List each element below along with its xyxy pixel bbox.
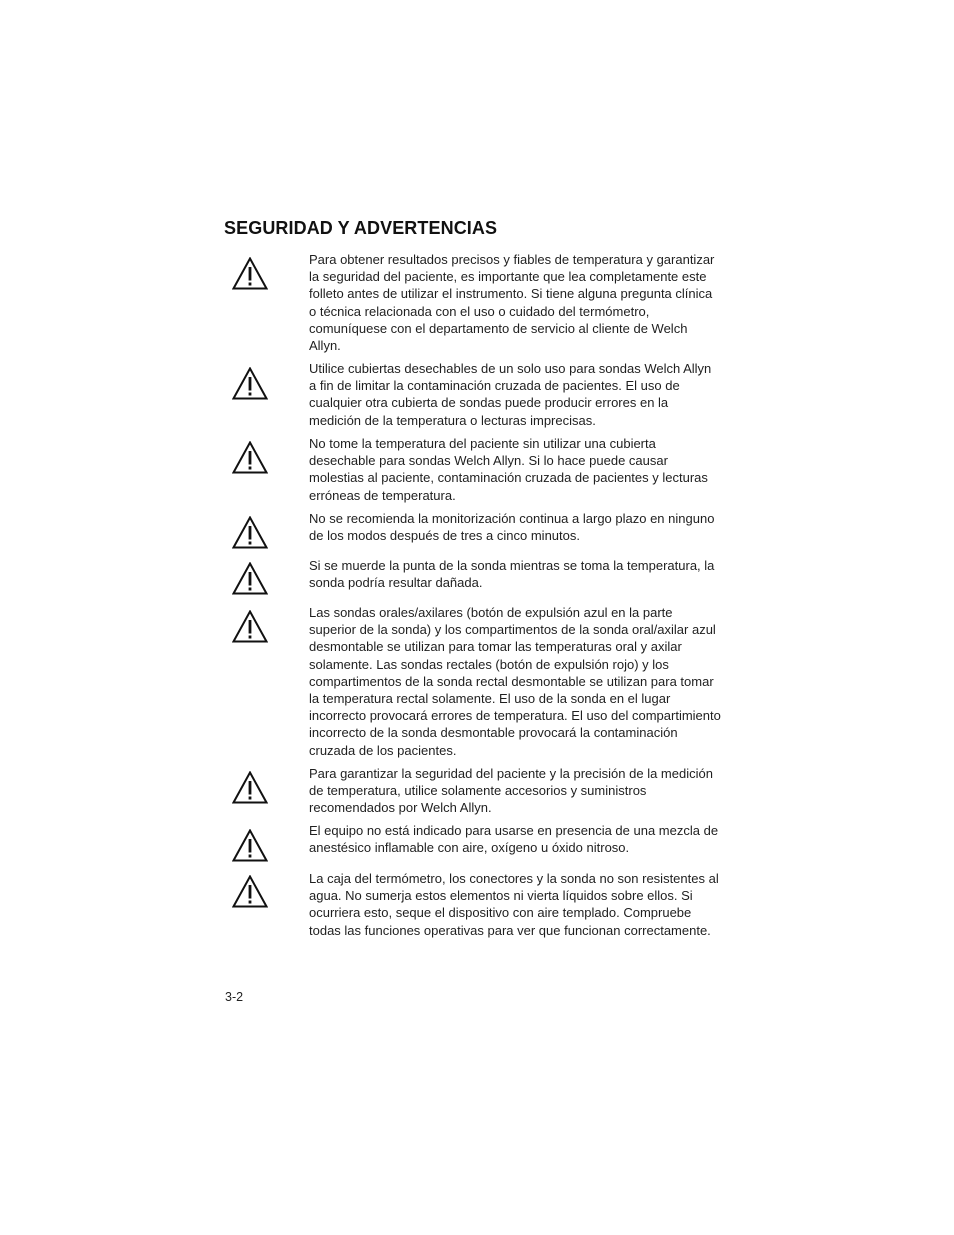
warning-triangle-icon <box>232 829 268 862</box>
warning-text: Para garantizar la seguridad del paciente y la precisión de la medición de temperatura, utilice solamente accesorios y suministros recomendados por Welch Allyn. <box>309 766 713 816</box>
warning-triangle-icon <box>232 257 268 290</box>
warning-text: No se recomienda la monitorización continua a largo plazo en ninguno de los modos después de tres a cinco minutos. <box>309 511 715 544</box>
warning-text: Utilice cubiertas desechables de un solo uso para sondas Welch Allyn a fin de limitar la contaminación cruzada de pacientes. El uso de cualquier otra cubierta de sondas puede producir errores en la medición de la temperatura o lecturas imprecisas. <box>309 361 712 428</box>
warning-triangle-icon <box>232 441 268 474</box>
warning-triangle-icon <box>232 516 268 549</box>
warning-text: No tome la temperatura del paciente sin utilizar una cubierta desechable para sondas Welch Allyn. Si lo hace puede causar molestias al paciente, contaminación cruzada de pacientes y lecturas erróneas de temperatura. <box>309 436 708 503</box>
warning-text: Si se muerde la punta de la sonda mientras se toma la temperatura, la sonda podría resultar dañada. <box>309 558 715 591</box>
page-title: SEGURIDAD Y ADVERTENCIAS <box>224 218 498 238</box>
warning-triangle-icon <box>232 562 268 595</box>
warning-triangle-icon <box>232 610 268 643</box>
warning-text: El equipo no está indicado para usarse en presencia de una mezcla de anestésico inflamable con aire, oxígeno u óxido nitroso. <box>309 823 719 856</box>
warning-triangle-icon <box>232 875 268 908</box>
page-number: 3-2 <box>225 990 244 1004</box>
warning-text: Las sondas orales/axilares (botón de expulsión azul en la parte superior de la sonda) y los compartimentos de la sonda oral/axilar azul desmontable se utilizan para tomar las temperaturas oral y axilar solamente. Las sondas rectales (botón de expulsión rojo) y los compartimentos de la sonda rectal desmontable se utilizan para tomar la temperatura rectal solamente. El uso de la sonda en el lugar incorrecto provocará errores de temperatura. El uso del compartimiento incorrecto de la sonda desmontable provocará la contaminación cruzada de los pacientes. <box>309 605 721 758</box>
warning-text: La caja del termómetro, los conectores y la sonda no son resistentes al agua. No sumerja estos elementos ni vierta líquidos sobre ellos. Si ocurriera esto, seque el dispositivo con aire templado. Compruebe todas las funciones operativas para ver que funcionan correctamente. <box>309 871 719 938</box>
warning-triangle-icon <box>232 367 268 400</box>
warning-triangle-icon <box>232 771 268 804</box>
warning-text: Para obtener resultados precisos y fiables de temperatura y garantizar la seguridad del paciente, es importante que lea completamente este folleto antes de utilizar el instrumento. Si tiene alguna pregunta clínica o técnica relacionada con el uso o cuidado del termómetro, comuníquese con el departamento de servicio al cliente de Welch Allyn. <box>309 252 715 354</box>
